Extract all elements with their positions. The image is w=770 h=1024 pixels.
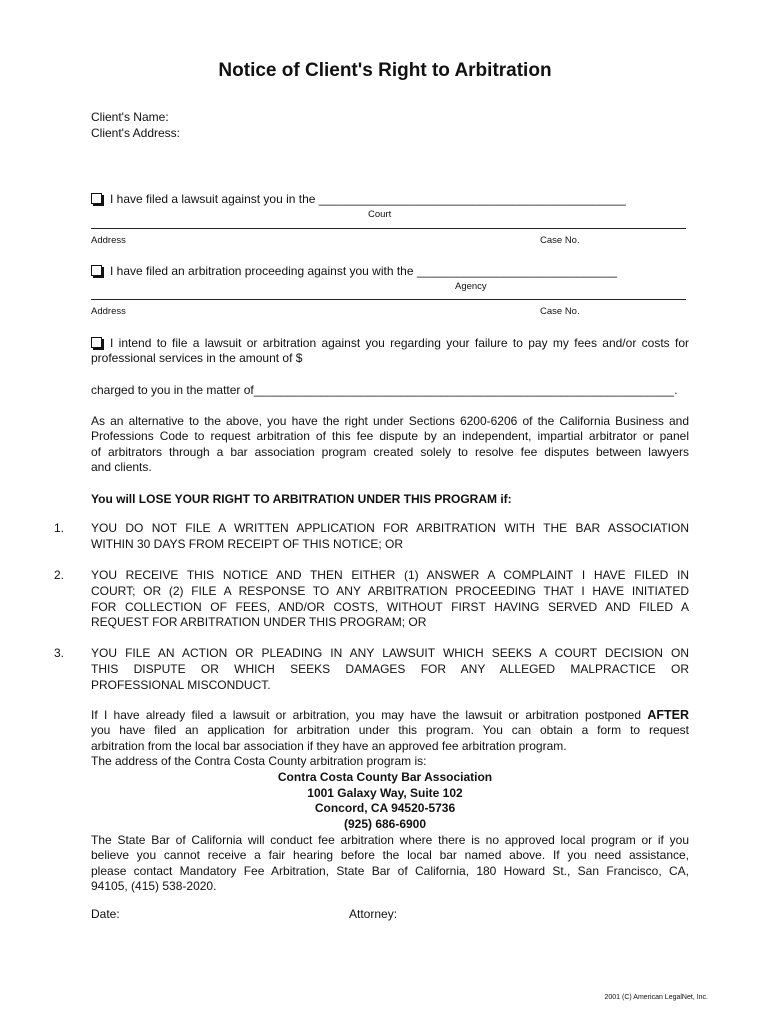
alternative-paragraph <box>91 414 689 476</box>
text-line: The State Bar of California will conduct fee arbitration where there is no approved local program or if you <box>91 833 689 847</box>
matter-line: charged to you in the matter of_______________________________________________________________. <box>91 383 678 397</box>
text-line: you have filed an application for arbitration under this program. You can obtain a form to request <box>91 723 689 738</box>
text-line: THIS DISPUTE OR WHICH SEEKS DAMAGES FOR ANY ALLEGED MALPRACTICE OR <box>91 661 689 676</box>
state-bar-paragraph <box>91 833 689 895</box>
option-lawsuit <box>91 192 626 206</box>
list-item <box>91 568 689 631</box>
footer-copyright: 2001 (C) American LegalNet, Inc. <box>604 994 708 1001</box>
page-title: Notice of Client's Right to Arbitration <box>218 60 552 81</box>
text-line: 94105, (415) 538-2020. <box>91 879 217 894</box>
list-item <box>91 646 689 693</box>
client-name-label: Client's Name: <box>91 110 169 124</box>
option-intend <box>91 336 689 367</box>
text-line: If I have already filed a lawsuit or arbitration, you may have the lawsuit or arbitration postponed <box>91 708 642 722</box>
address-line <box>91 299 686 300</box>
checkbox-icon[interactable] <box>91 265 102 276</box>
client-address-label: Client's Address: <box>91 126 180 140</box>
bar-street: 1001 Galaxy Way, Suite 102 <box>307 786 463 800</box>
text-line: YOU FILE AN ACTION OR PLEADING IN ANY LAWSUIT WHICH SEEKS A COURT DECISION ON <box>91 646 689 660</box>
item-number: 1. <box>54 521 65 535</box>
postpone-paragraph <box>91 708 689 770</box>
address-label: Address <box>91 306 126 317</box>
option-arbitration <box>91 264 617 278</box>
list-item <box>91 521 689 553</box>
case-no-label: Case No. <box>540 235 580 246</box>
text-line: and clients. <box>91 460 152 475</box>
text-line: YOU RECEIVE THIS NOTICE AND THEN EITHER (1) ANSWER A COMPLAINT I HAVE FILED IN <box>91 568 689 582</box>
text-line: YOU DO NOT FILE A WRITTEN APPLICATION FOR ARBITRATION WITH THE BAR ASSOCIATION <box>91 521 689 535</box>
item-number: 3. <box>54 646 65 660</box>
date-label: Date: <box>91 907 120 921</box>
lose-heading: You will LOSE YOUR RIGHT TO ARBITRATION UNDER THIS PROGRAM if: <box>91 492 512 506</box>
attorney-label: Attorney: <box>349 907 398 921</box>
option-intend-amount: professional services in the amount of $ <box>91 351 303 366</box>
agency-label: Agency <box>455 281 487 292</box>
text-line: PROFESSIONAL MISCONDUCT. <box>91 677 271 692</box>
text-line: please contact Mandatory Fee Arbitration, State Bar of California, 180 Howard St., San Francisco, CA, <box>91 863 689 878</box>
option-intend-text: I intend to file a lawsuit or arbitration against you regarding your failure to pay my fees and/or costs for <box>110 336 689 350</box>
after-emphasis: AFTER <box>647 708 689 722</box>
text-line: arbitration from the local bar association if they have an approved fee arbitration program. <box>91 738 567 753</box>
address-label: Address <box>91 235 126 246</box>
checkbox-icon[interactable] <box>91 337 102 348</box>
text-line: The address of the Contra Costa County arbitration program is: <box>91 754 427 769</box>
text-line: FOR COLLECTION OF FEES, AND/OR COSTS, WITHOUT FIRST HAVING SERVED AND FILED A <box>91 599 689 614</box>
option-lawsuit-text: I have filed a lawsuit against you in the ______________________________________________ <box>110 192 626 206</box>
text-line: WITHIN 30 DAYS FROM RECEIPT OF THIS NOTICE; OR <box>91 536 404 551</box>
checkbox-icon[interactable] <box>91 193 102 204</box>
text-line: of arbitrators through a bar association program created solely to resolve fee disputes between lawyers <box>91 444 689 459</box>
bar-city: Concord, CA 94520-5736 <box>314 801 456 815</box>
court-label: Court <box>368 209 392 220</box>
bar-name: Contra Costa County Bar Association <box>277 770 493 784</box>
text-line: Professions Code to request arbitration of this fee dispute by an independent, impartial arbitrator or panel <box>91 429 689 444</box>
text-line: believe you cannot receive a fair hearing before the local bar named above. If you need assistance, <box>91 848 689 863</box>
text-line: As an alternative to the above, you have the right under Sections 6200-6206 of the California Business and <box>91 414 689 428</box>
text-line: REQUEST FOR ARBITRATION UNDER THIS PROGRAM; OR <box>91 615 427 630</box>
case-no-label: Case No. <box>540 306 580 317</box>
text-line: COURT; OR (2) FILE A RESPONSE TO ANY ARBITRATION PROCEEDING THAT I HAVE INITIATED <box>91 583 689 598</box>
option-arbitration-text: I have filed an arbitration proceeding against you with the ______________________________ <box>110 264 618 278</box>
address-line <box>91 228 686 229</box>
bar-phone: (925) 686-6900 <box>343 817 427 831</box>
item-number: 2. <box>54 568 65 582</box>
